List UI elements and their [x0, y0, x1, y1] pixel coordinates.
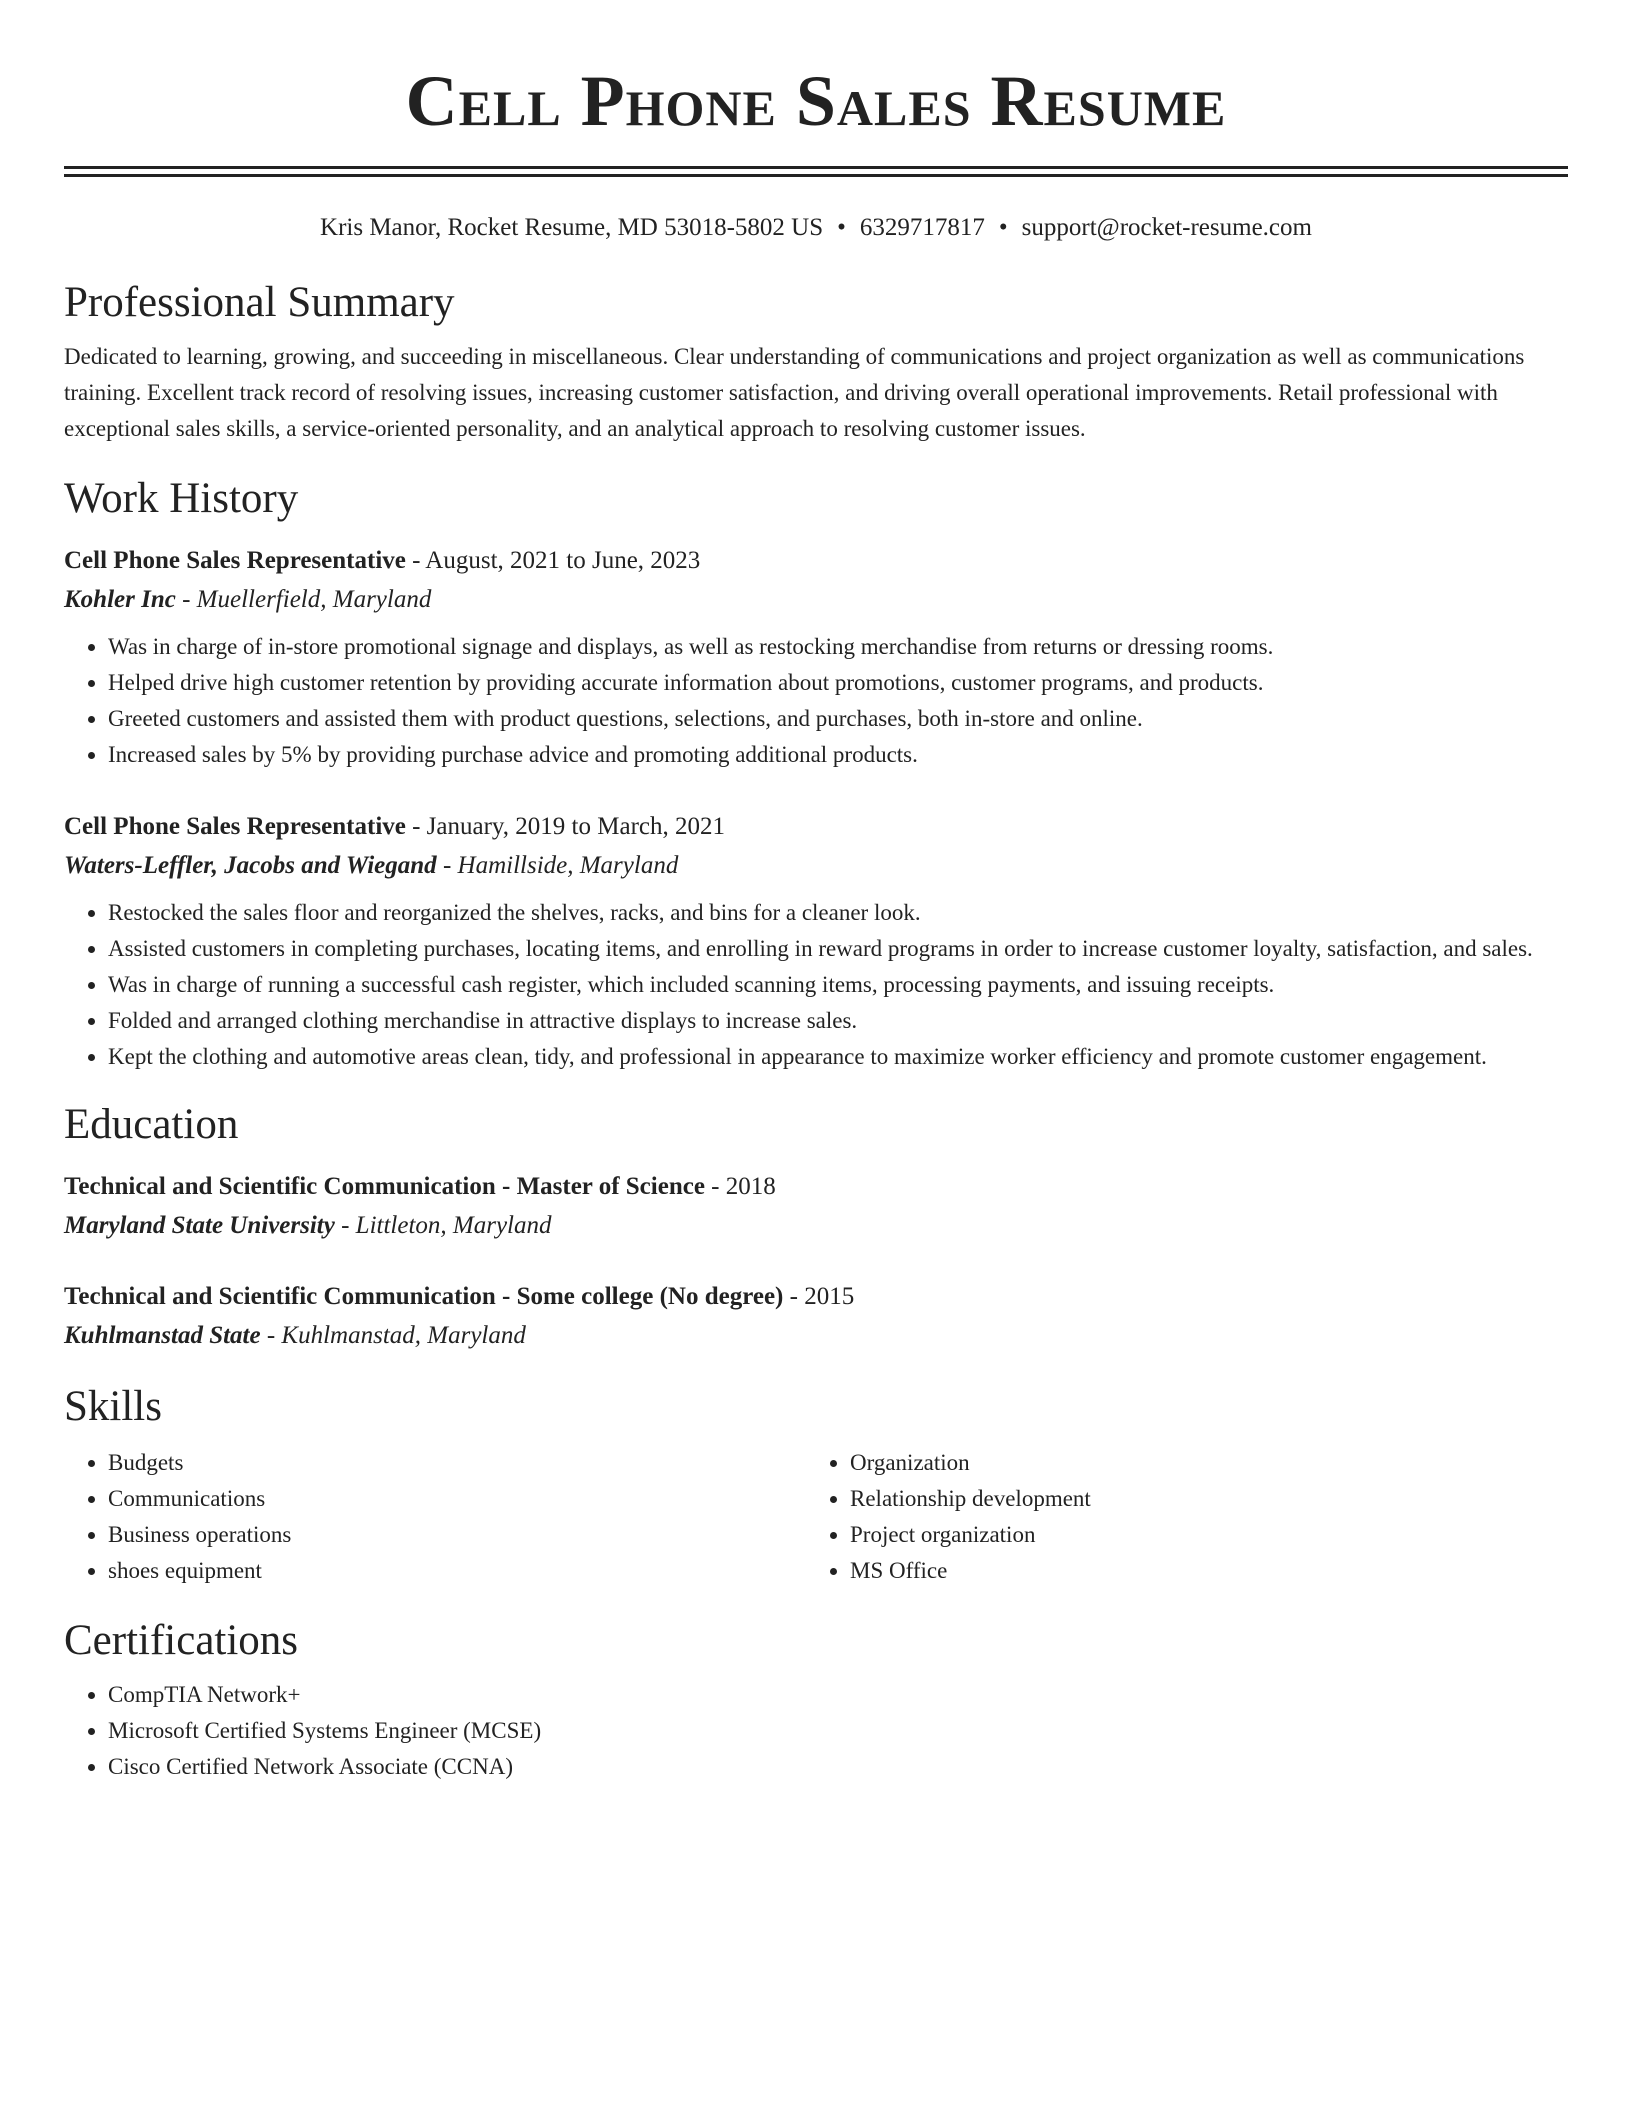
job-dates: - January, 2019 to March, 2021: [405, 813, 725, 840]
contact-separator: •: [837, 214, 846, 241]
contact-line: [64, 211, 1568, 245]
skills-column-right: [806, 1445, 1548, 1589]
education-entry: [64, 1167, 1568, 1245]
school-name: Kuhlmanstad State: [64, 1322, 261, 1349]
job-dates: - August, 2021 to June, 2023: [405, 547, 701, 574]
skills-list: [64, 1445, 1568, 1589]
skill-item: • Organization: [850, 1445, 1548, 1481]
job-duty-item: • Assisted customers in completing purchases, locating items, and enrolling in reward programs in order to increase customer loyalty, satisfaction, and sales.: [108, 931, 1568, 967]
resume-title: Cell Phone Sales Resume: [405, 61, 1227, 141]
degree-name: Technical and Scientific Communication - Some college (No degree): [64, 1283, 784, 1310]
degree-name: Technical and Scientific Communication - Master of Science: [64, 1173, 705, 1200]
job-duty-item: • Greeted customers and assisted them with product questions, selections, and purchases, both in-store and online.: [108, 701, 1568, 737]
job-duty-item: • Helped drive high customer retention by providing accurate information about promotions, customer programs, and products.: [108, 665, 1568, 701]
skill-item: • Business operations: [108, 1517, 806, 1553]
job-entry: [64, 807, 1568, 1075]
certification-item: • Microsoft Certified Systems Engineer (MCSE): [108, 1713, 1568, 1749]
school-line: [64, 1316, 1568, 1355]
job-role: Cell Phone Sales Representative: [64, 813, 406, 840]
job-company-line: [64, 846, 1568, 885]
contact-phone: 6329717817: [859, 214, 985, 241]
title-divider: [64, 166, 1568, 177]
contact-email: support@rocket-resume.com: [1021, 214, 1312, 241]
job-duty-item: • Increased sales by 5% by providing purchase advice and promoting additional products.: [108, 737, 1568, 773]
job-location: - Hamillside, Maryland: [436, 852, 679, 879]
skill-item: • shoes equipment: [108, 1553, 806, 1589]
job-duty-item: • Folded and arranged clothing merchandise in attractive displays to increase sales.: [108, 1003, 1568, 1039]
education-entry: [64, 1277, 1568, 1355]
degree-line: [64, 1167, 1568, 1206]
job-duties: [64, 895, 1568, 1075]
job-duty-item: • Kept the clothing and automotive areas clean, tidy, and professional in appearance to maximize worker efficiency and promote customer engagement.: [108, 1039, 1568, 1075]
certifications-list: [64, 1677, 1568, 1785]
job-role: Cell Phone Sales Representative: [64, 547, 406, 574]
school-location: - Littleton, Maryland: [334, 1212, 552, 1239]
job-entry: [64, 541, 1568, 773]
work-history-heading: Work History: [64, 475, 299, 522]
skill-item: • Relationship development: [850, 1481, 1548, 1517]
skills-heading: Skills: [64, 1383, 162, 1430]
degree-year: - 2015: [783, 1283, 855, 1310]
school-location: - Kuhlmanstad, Maryland: [260, 1322, 526, 1349]
job-title-line: [64, 541, 1568, 580]
job-company: Kohler Inc: [64, 586, 176, 613]
job-company-line: [64, 580, 1568, 619]
certifications-heading: Certifications: [64, 1617, 299, 1664]
job-duties: [64, 629, 1568, 773]
job-duty-item: • Was in charge of running a successful cash register, which included scanning items, processing payments, and issuing receipts.: [108, 967, 1568, 1003]
degree-line: [64, 1277, 1568, 1316]
job-duty-item: • Restocked the sales floor and reorganized the shelves, racks, and bins for a cleaner look.: [108, 895, 1568, 931]
contact-separator: •: [998, 214, 1008, 241]
education-heading: Education: [64, 1101, 239, 1148]
degree-year: - 2018: [704, 1173, 776, 1200]
school-line: [64, 1206, 1568, 1245]
skill-item: • Project organization: [850, 1517, 1548, 1553]
job-location: - Muellerfield, Maryland: [175, 586, 432, 613]
job-company: Waters-Leffler, Jacobs and Wiegand: [64, 852, 437, 879]
summary-heading: Professional Summary: [64, 279, 455, 326]
job-title-line: [64, 807, 1568, 846]
contact-address: Kris Manor, Rocket Resume, MD 53018-5802 US: [320, 214, 824, 241]
school-name: Maryland State University: [64, 1212, 335, 1239]
skill-item: • MS Office: [850, 1553, 1548, 1589]
certification-item: • Cisco Certified Network Associate (CCNA): [108, 1749, 1568, 1785]
summary-text: Dedicated to learning, growing, and succeeding in miscellaneous. Clear understanding of communications and project organization as well as communications training. Excellent track record of resolving issues, increasing customer satisfaction, and driving overall operational improvements. Retail professional with exceptional sales skills, a service-oriented personality, and an analytical approach to resolving customer issues.: [64, 344, 1525, 441]
skill-item: • Communications: [108, 1481, 806, 1517]
skills-column-left: [64, 1445, 806, 1589]
skill-item: • Budgets: [108, 1445, 806, 1481]
job-duty-item: • Was in charge of in-store promotional signage and displays, as well as restocking merchandise from returns or dressing rooms.: [108, 629, 1568, 665]
certification-item: • CompTIA Network+: [108, 1677, 1568, 1713]
